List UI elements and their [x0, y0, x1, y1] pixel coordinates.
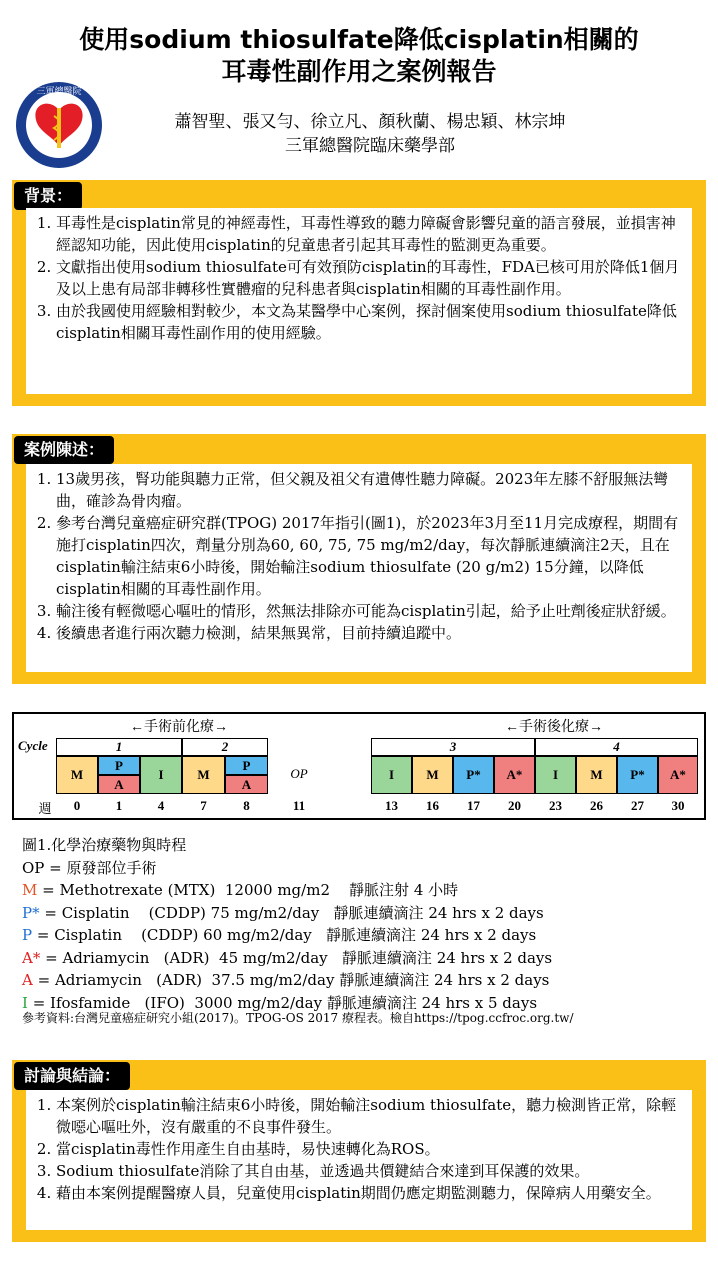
legend-text: = Adriamycin (ADR) 37.5 mg/m2/day 靜脈連續滴注 24 hrs x 2 days — [32, 971, 550, 989]
case-body — [26, 464, 692, 672]
cell-week-13: I — [371, 756, 412, 794]
cycle-1-header: 1 — [56, 738, 182, 756]
background-body — [26, 208, 692, 394]
legend-text: = Cisplatin (CDDP) 75 mg/m2/day 靜脈連續滴注 24 hrs x 2 days — [39, 903, 544, 922]
week-number: 17 — [467, 798, 480, 813]
week-number: 0 — [73, 798, 81, 813]
legend-code: P* — [22, 903, 40, 922]
week-number: 26 — [590, 798, 603, 813]
title-line-2: 耳毒性副作用之案例報告 — [221, 57, 497, 86]
legend-code: A* — [22, 948, 41, 967]
author-block — [110, 110, 630, 158]
cycle-4-header: 4 — [535, 738, 698, 756]
legend-row — [22, 924, 552, 947]
figure-legend — [22, 834, 552, 1014]
post-surgery-label: ←手術後化療→ — [505, 720, 603, 735]
cell-week-27: P* — [617, 756, 658, 794]
cell-week-16: M — [412, 756, 453, 794]
background-section — [12, 180, 706, 406]
list-item: 4. 後續患者進行兩次聽力檢測，結果無異常，目前持續追蹤中。 — [56, 622, 686, 644]
pre-surgery-label: ←手術前化療→ — [130, 720, 228, 735]
author-list: 蕭智聖、張又勻、徐立凡、顏秋蘭、楊忠穎、林宗坤 — [174, 112, 566, 132]
legend-row — [22, 879, 552, 902]
list-item: 2. 當cisplatin毒性作用產生自由基時，易快速轉化為ROS。 — [56, 1138, 686, 1160]
list-item: 1. 13歲男孩，腎功能與聽力正常，但父親及祖父有遺傳性聽力障礙。2023年左膝不舒服無法彎曲，確診為骨肉瘤。 — [56, 468, 686, 512]
week-label: 週 — [38, 801, 52, 816]
week-number: 16 — [426, 798, 439, 813]
cell-week-23: I — [535, 756, 576, 794]
week-number: 13 — [385, 798, 398, 813]
list-item: 3. Sodium thiosulfate消除了其自由基，並透過共價鍵結合來達到耳保護的效果。 — [56, 1160, 686, 1182]
case-list — [34, 468, 686, 644]
figure-caption: 圖1.化學治療藥物與時程 — [22, 836, 187, 854]
cell-week-17: P* — [453, 756, 494, 794]
title-line-1: 使用sodium thiosulfate降低cisplatin相關的 — [79, 25, 639, 54]
cell-week-26: M — [576, 756, 617, 794]
legend-row — [22, 969, 552, 992]
cell-week-30: A* — [658, 756, 698, 794]
discussion-body — [26, 1090, 692, 1230]
svg-text:三軍總醫院: 三軍總醫院 — [36, 87, 82, 97]
legend-text: = Cisplatin (CDDP) 60 mg/m2/day 靜脈連續滴注 24 hrs x 2 days — [32, 926, 537, 944]
discussion-header: 討論與結論： — [14, 1062, 130, 1090]
week-number: 27 — [631, 798, 644, 813]
chemo-schedule-table — [12, 712, 706, 820]
legend-row — [22, 947, 552, 970]
cycle-label: Cycle — [18, 738, 48, 753]
week-number: 20 — [508, 798, 521, 813]
op-label: OP — [290, 766, 308, 781]
cell-week-8-top: P — [225, 756, 268, 775]
week-number: 7 — [200, 798, 207, 813]
case-section — [12, 434, 706, 684]
week-number: 23 — [549, 798, 562, 813]
op-definition: OP = 原發部位手術 — [22, 858, 157, 877]
background-header: 背景： — [14, 182, 82, 210]
legend-code: M — [22, 881, 38, 899]
cycle-2-header: 2 — [182, 738, 268, 756]
cell-week-1-top: P — [98, 756, 140, 775]
discussion-section — [12, 1060, 706, 1242]
list-item: 2. 參考台灣兒童癌症研究群(TPOG) 2017年指引(圖1)，於2023年3月至11月完成療程，期間有施打cisplatin四次，劑量分別為60, 60, 75, 75 mg/m2/day，每次靜脈連續滴注2天，且在cisplatin輸注結束6小時後，開始輸注sodium thiosulfate (20 g/m2) 15分鐘，以降低cisplatin相關的耳毒性副作用。 — [56, 512, 686, 600]
hospital-logo — [14, 80, 104, 170]
cell-week-20: A* — [494, 756, 535, 794]
cell-week-8-bottom: A — [225, 775, 268, 794]
cell-week-1-bottom: A — [98, 775, 140, 794]
list-item: 3. 輸注後有輕微噁心嘔吐的情形，然無法排除亦可能為cisplatin引起，給予止吐劑後症狀舒緩。 — [56, 600, 686, 622]
legend-row — [22, 902, 552, 925]
week-number: 11 — [292, 798, 306, 813]
week-number: 1 — [115, 798, 123, 813]
cell-week-0: M — [56, 756, 98, 794]
list-item: 4. 藉由本案例提醒醫療人員，兒童使用cisplatin期間仍應定期監測聽力，保障病人用藥安全。 — [56, 1182, 686, 1204]
discussion-list — [34, 1094, 686, 1204]
week-number: 8 — [243, 798, 250, 813]
legend-code: I — [22, 993, 28, 1012]
legend-code: P — [22, 926, 33, 944]
cell-week-7: M — [182, 756, 225, 794]
week-number: 4 — [157, 798, 165, 813]
list-item: 3. 由於我國使用經驗相對較少，本文為某醫學中心案例，探討個案使用sodium thiosulfate降低cisplatin相關耳毒性副作用的使用經驗。 — [56, 300, 686, 344]
department: 三軍總醫院臨床藥學部 — [285, 136, 455, 156]
legend-code: A — [22, 971, 33, 989]
legend-text: = Methotrexate (MTX) 12000 mg/m2 靜脈注射 4 小時 — [37, 881, 459, 899]
list-item: 2. 文獻指出使用sodium thiosulfate可有效預防cisplatin的耳毒性，FDA已核可用於降低1個月及以上患有局部非轉移性實體瘤的兒科患者與cisplatin相關的耳毒性副作用。 — [56, 256, 686, 300]
list-item: 1. 耳毒性是cisplatin常見的神經毒性，耳毒性導致的聽力障礙會影響兒童的語言發展，並損害神經認知功能，因此使用cisplatin的兒童患者引起其耳毒性的監測更為重要。 — [56, 212, 686, 256]
cell-week-4: I — [140, 756, 182, 794]
cycle-3-header: 3 — [371, 738, 535, 756]
list-item: 1. 本案例於cisplatin輸注結束6小時後，開始輸注sodium thiosulfate，聽力檢測皆正常，除輕微噁心嘔吐外，沒有嚴重的不良事件發生。 — [56, 1094, 686, 1138]
reference-note: 參考資料:台灣兒童癌症研究小組(2017)。TPOG-OS 2017 療程表。檢自https://tpog.ccfroc.org.tw/ — [22, 1011, 574, 1025]
week-number: 30 — [671, 798, 685, 813]
legend-text: = Ifosfamide (IFO) 3000 mg/m2/day 靜脈連續滴注 24 hrs x 5 days — [27, 993, 538, 1012]
case-header: 案例陳述： — [14, 436, 114, 464]
legend-text: = Adriamycin (ADR) 45 mg/m2/day 靜脈連續滴注 24 hrs x 2 days — [40, 948, 553, 967]
background-list — [34, 212, 686, 344]
poster-title — [0, 24, 718, 88]
